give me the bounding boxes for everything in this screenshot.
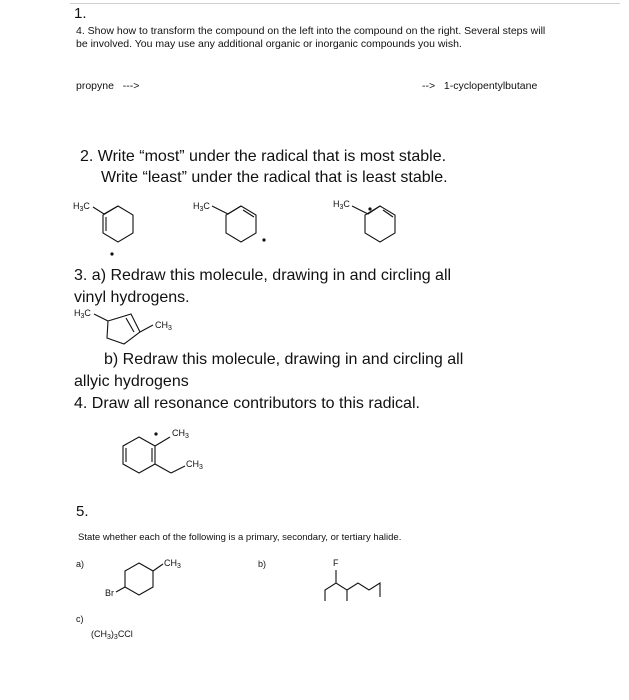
q1-start-compound: propyne ---> [76,80,140,92]
q4-ch3-label-2: $CH_3$ [186,459,203,471]
q3-methyl-label: $H_3C$ [74,308,91,320]
q5-number: 5. [76,503,89,520]
q5-c-label: c) [76,614,84,624]
q2-methyl-label-2: $H_3C$ [193,201,210,213]
q4-text: 4. Draw all resonance contributors to this radical. [74,395,420,412]
q1-instructions: 4. Show how to transform the compound on the left into the compound on the right. Several steps will be involved. You may use any additional organic or inorganic compounds you wish. [76,25,546,50]
q4-ch3-label-1: $CH_3$ [172,428,189,440]
q3-ch3-label: $CH_3$ [155,320,172,332]
q5-instructions: State whether each of the following is a primary, secondary, or tertiary halide. [78,532,402,543]
q3-part-a-2: vinyl hydrogens. [74,289,190,306]
q1-end-compound: --> 1-cyclopentylbutane [422,80,538,92]
q5-a-br-label: Br [105,588,114,598]
q5-c-formula: $(CH_3)_3CCl$ [91,629,133,641]
q3-part-b-2: allyic hydrogens [74,373,189,390]
q5-a-label: a) [76,559,85,569]
q5-a-ch3-label: $CH_3$ [164,558,181,570]
q1-number: 1. [74,5,87,22]
q2-line1: 2. Write “most” under the radical that is most stable. [80,148,447,165]
q2-line2: Write “least” under the radical that is least stable. [101,169,448,186]
q3-part-b: b) Redraw this molecule, drawing in and circling all [104,351,464,368]
q3-part-a: 3. a) Redraw this molecule, drawing in and circling all [74,267,452,284]
q2-methyl-label-1: $H_3C$ [73,201,90,213]
q5-b-f-label: F [333,558,339,568]
q2-methyl-label-3: $H_3C$ [333,199,350,211]
q5-b-label: b) [258,559,267,569]
